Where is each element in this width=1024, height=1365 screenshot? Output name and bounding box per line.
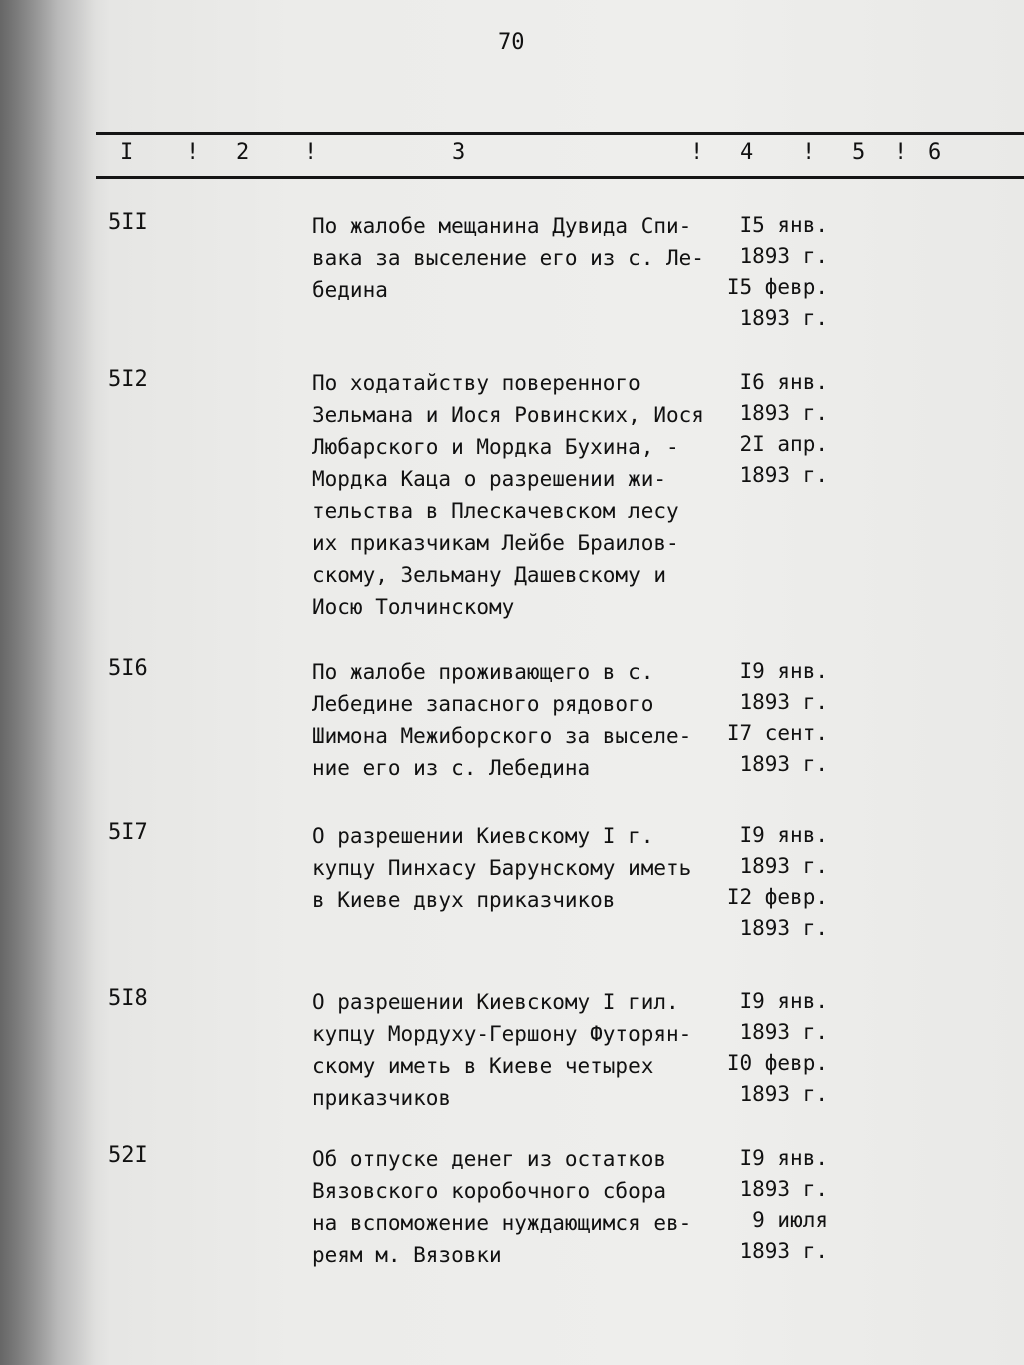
- entry-start-date: I9 янв.: [739, 823, 828, 847]
- header-col-2: 2: [236, 140, 250, 165]
- entry-description-line: ние его из с. Лебедина: [312, 756, 591, 780]
- entry-description-line: купцу Пинхасу Барунскому иметь: [312, 856, 692, 880]
- entry-dates: [708, 367, 828, 491]
- entry-description: [312, 986, 712, 1114]
- entry-start-year: 1893 г.: [739, 1177, 828, 1201]
- page-number: 70: [498, 30, 525, 55]
- entry-end-year: 1893 г.: [739, 306, 828, 330]
- entry-description-line: Шимона Межиборского за выселе-: [312, 724, 692, 748]
- entry-description-line: бедина: [312, 278, 388, 302]
- entry-start-year: 1893 г.: [739, 1020, 828, 1044]
- entry-number: 5I6: [108, 656, 148, 681]
- entry-end-year: 1893 г.: [739, 1082, 828, 1106]
- entry-start-year: 1893 г.: [739, 401, 828, 425]
- header-col-4: 4: [740, 140, 754, 165]
- header-separator: !: [186, 140, 200, 165]
- entry-description-line: приказчиков: [312, 1086, 452, 1110]
- entry-end-year: 1893 г.: [739, 1239, 828, 1263]
- header-separator: !: [894, 140, 908, 165]
- entry-description: [312, 367, 712, 623]
- entry-description-line: По ходатайству поверенного: [312, 371, 641, 395]
- entry-end-date: I2 февр.: [726, 885, 828, 909]
- entry-end-date: 9 июля: [752, 1208, 828, 1232]
- entry-description-line: реям м. Вязовки: [312, 1243, 502, 1267]
- entry-start-year: 1893 г.: [739, 244, 828, 268]
- header-separator: !: [802, 140, 816, 165]
- entry-end-year: 1893 г.: [739, 916, 828, 940]
- header-top-rule: [96, 132, 1024, 135]
- entry-description-line: на вспоможение нуждающимся ев-: [312, 1211, 692, 1235]
- entry-start-date: I6 янв.: [739, 370, 828, 394]
- entry-description-line: купцу Мордуху-Гершону Футорян-: [312, 1022, 692, 1046]
- entry-start-date: I5 янв.: [739, 213, 828, 237]
- header-col-3: 3: [452, 140, 466, 165]
- entry-start-date: I9 янв.: [739, 989, 828, 1013]
- entry-description-line: По жалобе проживающего в с.: [312, 660, 654, 684]
- header-col-5: 5: [852, 140, 866, 165]
- entry-dates: [708, 656, 828, 780]
- header-col-6: 6: [928, 140, 942, 165]
- entry-description-line: Зельмана и Иося Ровинских, Иося: [312, 403, 704, 427]
- header-bottom-rule: [96, 176, 1024, 179]
- entry-description-line: их приказчикам Лейбе Браилов-: [312, 531, 679, 555]
- entry-dates: [708, 210, 828, 334]
- entry-dates: [708, 1143, 828, 1267]
- entry-number: 52I: [108, 1143, 148, 1168]
- entry-description: [312, 656, 712, 784]
- entry-description-line: Мордка Каца о разрешении жи-: [312, 467, 667, 491]
- entry-description-line: Об отпуске денег из остатков: [312, 1147, 667, 1171]
- entry-description-line: О разрешении Киевскому I г.: [312, 824, 654, 848]
- entry-end-date: I7 сент.: [726, 721, 828, 745]
- header-separator: !: [304, 140, 318, 165]
- entry-dates: [708, 986, 828, 1110]
- entry-description-line: Вязовского коробочного сбора: [312, 1179, 667, 1203]
- entry-description-line: скому, Зельману Дашевскому и: [312, 563, 667, 587]
- entry-start-year: 1893 г.: [739, 690, 828, 714]
- entry-start-year: 1893 г.: [739, 854, 828, 878]
- entry-end-year: 1893 г.: [739, 752, 828, 776]
- entry-description: [312, 210, 712, 306]
- entry-description-line: скому иметь в Киеве четырех: [312, 1054, 654, 1078]
- table-header: [0, 140, 1024, 172]
- entry-number: 5I7: [108, 820, 148, 845]
- entry-description-line: Лебедине запасного рядового: [312, 692, 654, 716]
- entry-description-line: тельства в Плескачевском лесу: [312, 499, 679, 523]
- header-separator: !: [690, 140, 704, 165]
- entry-end-date: I5 февр.: [726, 275, 828, 299]
- entry-description: [312, 820, 712, 916]
- entry-description-line: По жалобе мещанина Дувида Спи-: [312, 214, 692, 238]
- entry-number: 5I2: [108, 367, 148, 392]
- entry-start-date: I9 янв.: [739, 1146, 828, 1170]
- header-col-1: I: [120, 140, 134, 165]
- binding-shadow: [0, 0, 95, 1365]
- entry-number: 5I8: [108, 986, 148, 1011]
- entry-description-line: вака за выселение его из с. Ле-: [312, 246, 704, 270]
- entry-description: [312, 1143, 712, 1271]
- entry-end-date: 2I апр.: [739, 432, 828, 456]
- entry-dates: [708, 820, 828, 944]
- entry-number: 5II: [108, 210, 148, 235]
- entry-description-line: Любарского и Мордка Бухина, -: [312, 435, 679, 459]
- entry-end-year: 1893 г.: [739, 463, 828, 487]
- entry-start-date: I9 янв.: [739, 659, 828, 683]
- entry-description-line: Иосю Толчинскому: [312, 595, 515, 619]
- entry-description-line: в Киеве двух приказчиков: [312, 888, 616, 912]
- entry-description-line: О разрешении Киевскому I гил.: [312, 990, 679, 1014]
- entry-end-date: I0 февр.: [726, 1051, 828, 1075]
